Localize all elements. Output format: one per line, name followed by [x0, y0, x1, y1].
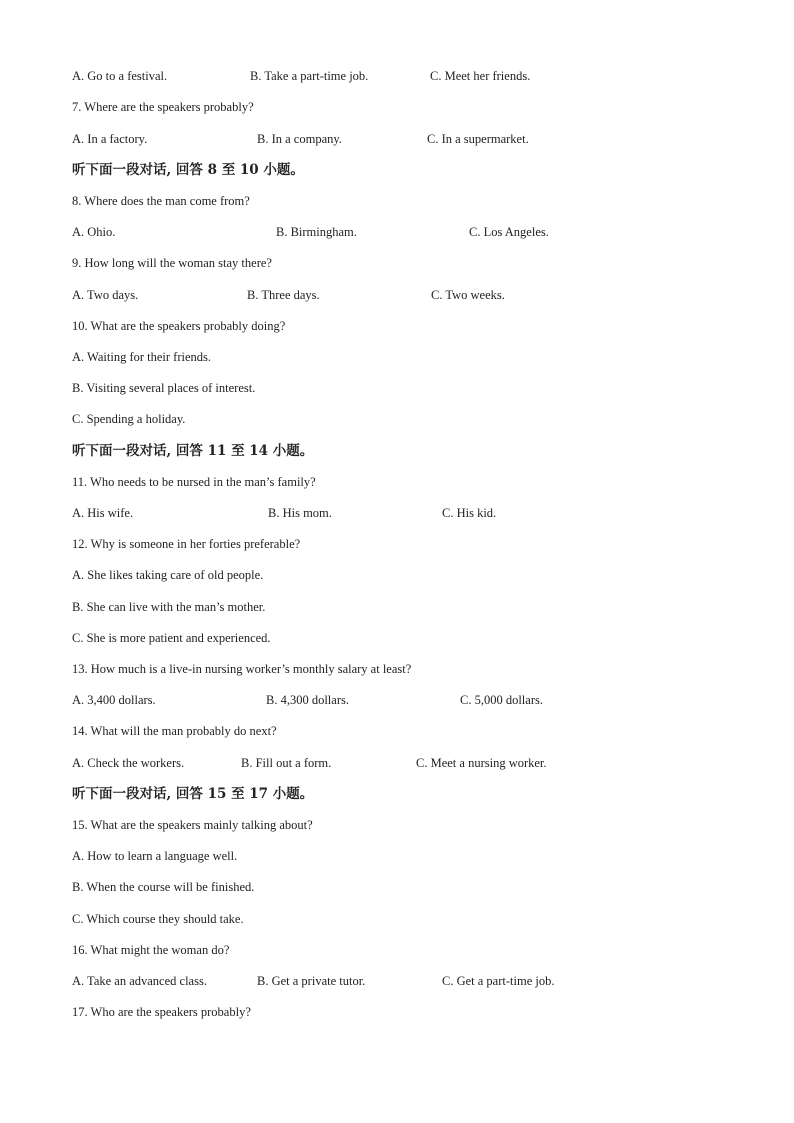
q10-option-a: A. Waiting for their friends.	[72, 350, 212, 364]
q13-option-a: A. 3,400 dollars.	[72, 693, 156, 707]
q7-option-c: C. In a supermarket.	[427, 132, 529, 146]
q11-question: 11. Who needs to be nursed in the man’s family?	[72, 475, 316, 489]
q6-option-b: B. Take a part-time job.	[250, 69, 369, 83]
q7-question: 7. Where are the speakers probably?	[72, 100, 254, 114]
q15-question: 15. What are the speakers mainly talking about?	[72, 818, 313, 832]
q15-option-a: A. How to learn a language well.	[72, 849, 238, 863]
q15-option-b: B. When the course will be finished.	[72, 880, 255, 894]
q7-option-b: B. In a company.	[257, 132, 342, 146]
q13-question: 13. How much is a live-in nursing worker’s monthly salary at least?	[72, 662, 412, 676]
q13-option-b: B. 4,300 dollars.	[266, 693, 349, 707]
section-heading-8-10: 听下面一段对话, 回答 8 至 10 小题。	[72, 162, 304, 178]
q11-option-a: A. His wife.	[72, 506, 134, 520]
q14-option-b: B. Fill out a form.	[241, 756, 332, 770]
q9-option-b: B. Three days.	[247, 288, 320, 302]
q8-option-a: A. Ohio.	[72, 225, 116, 239]
q10-question: 10. What are the speakers probably doing?	[72, 319, 286, 333]
q9-option-c: C. Two weeks.	[431, 288, 505, 302]
q11-option-c: C. His kid.	[442, 506, 497, 520]
q16-option-a: A. Take an advanced class.	[72, 974, 207, 988]
q14-option-c: C. Meet a nursing worker.	[416, 756, 547, 770]
section-heading-15-17: 听下面一段对话, 回答 15 至 17 小题。	[72, 786, 314, 802]
q16-option-b: B. Get a private tutor.	[257, 974, 366, 988]
q8-option-b: B. Birmingham.	[276, 225, 357, 239]
section-heading-11-14: 听下面一段对话, 回答 11 至 14 小题。	[72, 443, 314, 459]
q6-option-c: C. Meet her friends.	[430, 69, 531, 83]
q12-question: 12. Why is someone in her forties preferable?	[72, 537, 301, 551]
q8-question: 8. Where does the man come from?	[72, 194, 250, 208]
q15-option-c: C. Which course they should take.	[72, 912, 244, 926]
q10-option-b: B. Visiting several places of interest.	[72, 381, 256, 395]
q16-question: 16. What might the woman do?	[72, 943, 230, 957]
q6-option-a: A. Go to a festival.	[72, 69, 168, 83]
q7-option-a: A. In a factory.	[72, 132, 148, 146]
q17-question: 17. Who are the speakers probably?	[72, 1005, 251, 1019]
q10-option-c: C. Spending a holiday.	[72, 412, 186, 426]
q16-option-c: C. Get a part-time job.	[442, 974, 555, 988]
q14-question: 14. What will the man probably do next?	[72, 724, 277, 738]
q8-option-c: C. Los Angeles.	[469, 225, 549, 239]
q11-option-b: B. His mom.	[268, 506, 332, 520]
q13-option-c: C. 5,000 dollars.	[460, 693, 543, 707]
q9-option-a: A. Two days.	[72, 288, 139, 302]
q14-option-a: A. Check the workers.	[72, 756, 185, 770]
q12-option-b: B. She can live with the man’s mother.	[72, 600, 266, 614]
q12-option-a: A. She likes taking care of old people.	[72, 568, 264, 582]
q9-question: 9. How long will the woman stay there?	[72, 256, 272, 270]
q12-option-c: C. She is more patient and experienced.	[72, 631, 271, 645]
